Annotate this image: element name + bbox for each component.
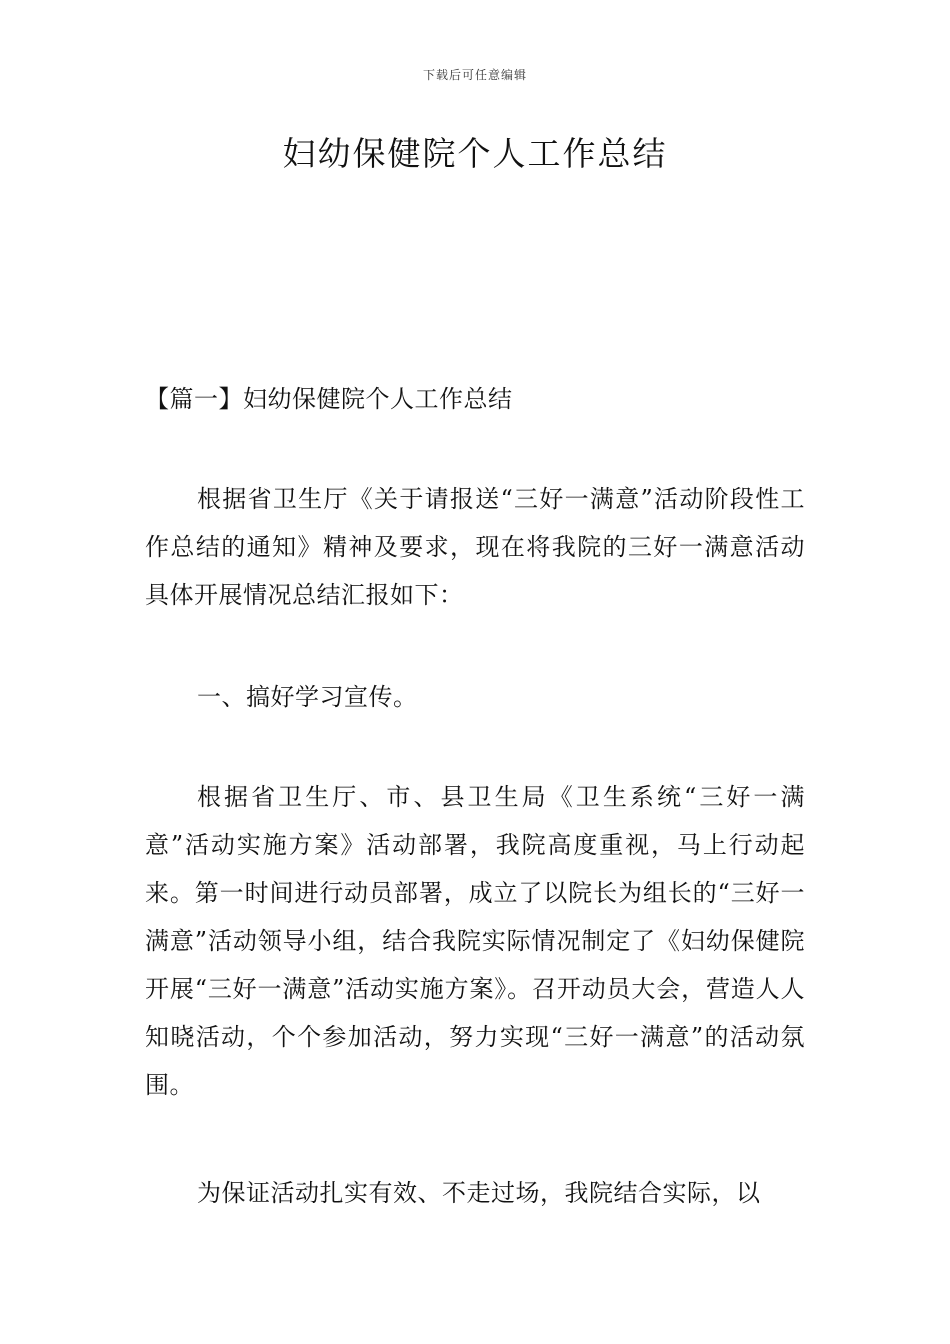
header-note: 下载后可任意编辑	[422, 68, 527, 82]
list-item-heading: 一、搞好学习宣传。	[197, 683, 418, 711]
paragraph-continued: 为保证活动扎实有效、不走过场，我院结合实际，以	[197, 1179, 761, 1207]
paragraph-body: 根据省卫生厅、市、县卫生局《卫生系统“三好一满意”活动实施方案》活动部署，我院高度重视，马上行动起来。第一时间进行动员部署，成立了以院长为组长的“三好一满意”活动领导小组，结合我院实际情况制定了《妇幼保健院开展“三好一满意”活动实施方案》。召开动员大会，营造人人知晓活动，个个参加活动，努力实现“三好一满意”的活动氛围。	[145, 783, 805, 1099]
document-title: 妇幼保健院个人工作总结	[282, 134, 668, 173]
paragraph-intro: 根据省卫生厅《关于请报送“三好一满意”活动阶段性工作总结的通知》精神及要求，现在将我院的三好一满意活动具体开展情况总结汇报如下：	[145, 485, 805, 609]
section-heading: 【篇一】妇幼保健院个人工作总结	[145, 385, 513, 413]
